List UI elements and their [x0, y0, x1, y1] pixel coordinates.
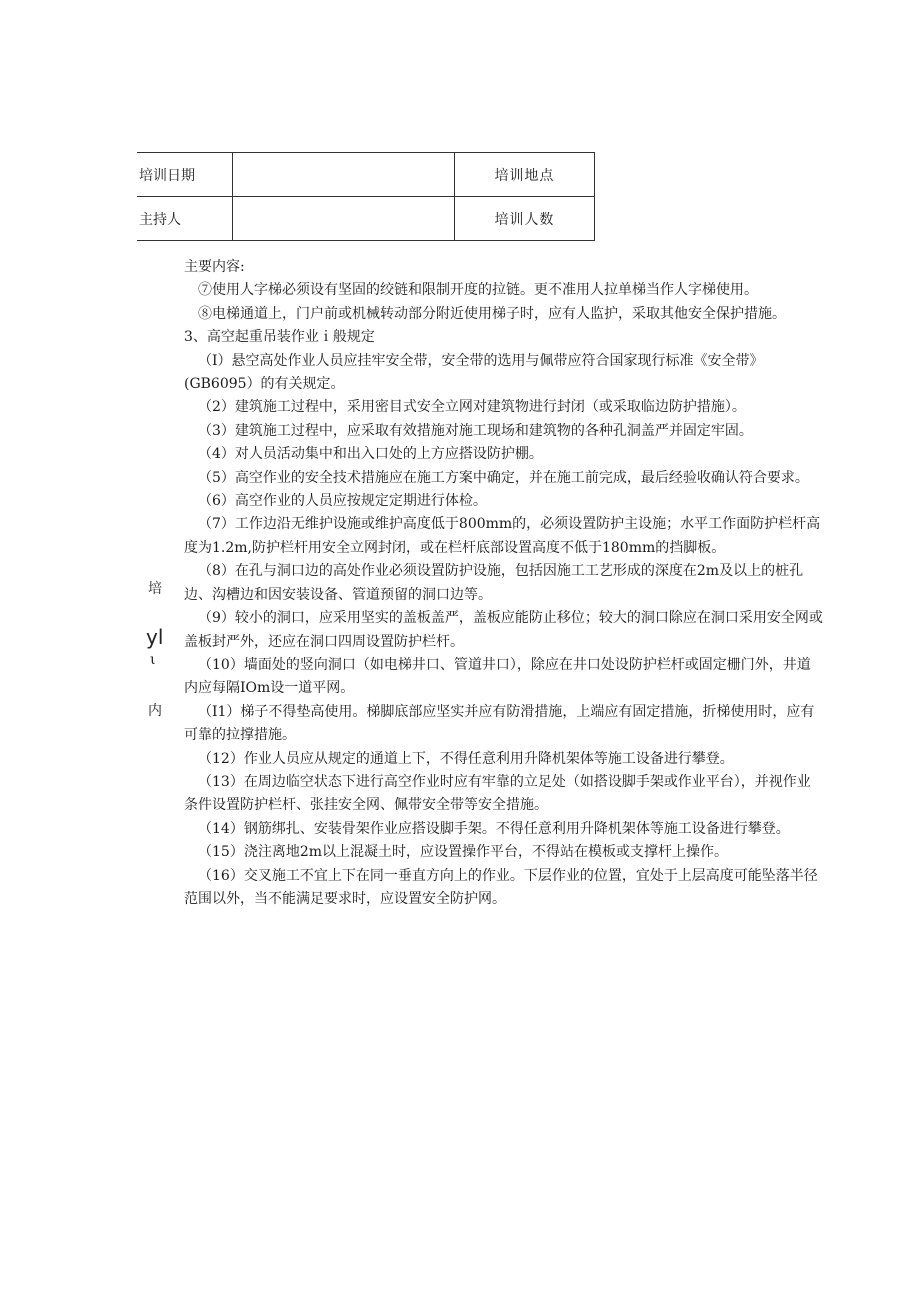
paragraph: ⑦使用人字梯必须设有坚固的绞链和限制开度的拉链。更不准用人拉单梯当作人字梯使用。	[198, 282, 758, 299]
paragraph: （15）浇注离地2m以上混凝土时，应设置操作平台，不得站在模板或支撑杆上操作。	[198, 844, 728, 861]
margin-text-3: ι	[150, 652, 156, 668]
training-info-table	[137, 152, 595, 241]
host-value	[233, 197, 454, 241]
paragraph: （6）高空作业的人员应按规定定期进行体检。	[198, 493, 487, 510]
training-date-label: 培训日期	[137, 153, 233, 197]
margin-text-4: 内	[148, 703, 162, 719]
paragraph: （14）钢筋绑扎、安装骨架作业应搭设脚手架。不得任意利用升降机架体等施工设备进行攀登。	[198, 820, 790, 837]
paragraph: （12）作业人员应从规定的通道上下，不得任意利用升降机架体等施工设备进行攀登。	[198, 750, 734, 767]
paragraph: （2）建筑施工过程中，采用密目式安全立网对建筑物进行封闭（或采取临边防护措施）。	[198, 399, 746, 416]
paragraph: （9）较小的洞口，应采用坚实的盖板盖严，盖板应能防止移位；较大的洞口除应在洞口采用安全网或盖板封严外，还应在洞口四周设置防护栏杆。	[184, 610, 823, 650]
margin-text-1: 培	[148, 581, 162, 597]
training-date-value	[233, 153, 454, 197]
table-row	[137, 197, 595, 241]
participant-count-label: 培训人数	[454, 197, 594, 241]
content-heading: 主要内容:	[184, 259, 245, 275]
paragraph: （5）高空作业的安全技术措施应在施工方案中确定，并在施工前完成，最后经验收确认符合要求。	[198, 469, 809, 486]
margin-text-2: yl	[146, 625, 164, 649]
paragraph: （3）建筑施工过程中，应采取有效措施对施工现场和建筑物的各种孔洞盖严并固定牢固。	[198, 422, 753, 439]
paragraph: （13）在周边临空状态下进行高空作业时应有牢靠的立足处（如搭设脚手架或作业平台），并视作业条件设置防护栏杆、张挂安全网、佩带安全带等安全措施。	[184, 773, 811, 814]
paragraph: （I1）梯子不得垫高使用。梯脚底部应坚实并应有防滑措施，上端应有固定措施，折梯使用时，应有可靠的拉撑措施。	[184, 703, 815, 744]
paragraph: ⑧电梯通道上，门户前或机械转动部分附近使用梯子时，应有人监护，采取其他安全保护措施。	[198, 305, 786, 322]
paragraph: （16）交叉施工不宜上下在同一垂直方向上的作业。下层作业的位置，宜处于上层高度可能坠落半径范围以外，当不能满足要求时，应设置安全防护网。	[184, 867, 818, 907]
paragraph: （I）悬空高处作业人员应挂牢安全带，安全带的选用与佩带应符合国家现行标准《安全带》(GB6095）的有关规定。	[184, 352, 764, 393]
paragraph: （8）在孔与洞口边的高处作业必须设置防护设施，包括因施工工艺形成的深度在2m及以上的桩孔边、沟槽边和因安装设备、管道预留的洞口边等。	[184, 563, 804, 603]
host-label: 主持人	[137, 197, 233, 241]
paragraph: （4）对人员活动集中和出入口处的上方应搭设防护棚。	[198, 446, 543, 463]
section-heading: 3、高空起重吊装作业ｉ般规定	[184, 329, 375, 346]
table-row	[137, 153, 595, 197]
training-location-label: 培训地点	[454, 153, 594, 197]
paragraph: （10）墙面处的竖向洞口（如电梯井口、管道井口），除应在井口处设防护栏杆或固定栅门外，井道内应每隔IOm设一道平网。	[184, 656, 811, 697]
paragraph: （7）工作边沿无维护设施或维护高度低于800mm的，必须设置防护主设施；水平工作面防护栏杆高度为1.2m,防护栏杆用安全立网封闭，或在栏杆底部设置高度不低于180mm的挡脚板。	[184, 516, 821, 556]
main-content	[184, 256, 824, 911]
